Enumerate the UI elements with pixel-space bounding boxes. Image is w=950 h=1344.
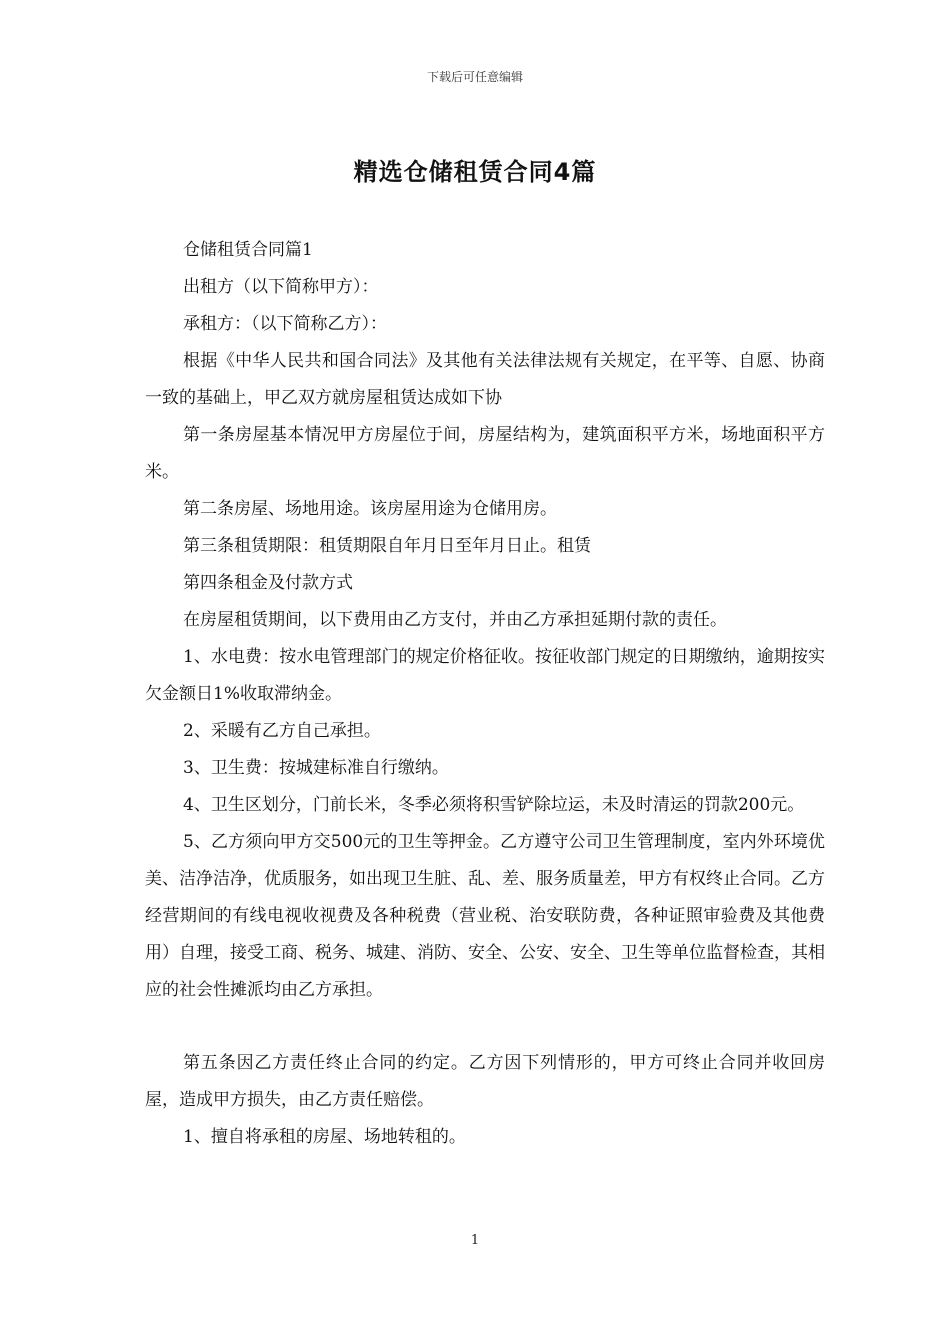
page-number: 1 — [470, 1233, 480, 1248]
paragraph-section-heading: 仓储租赁合同篇1 — [183, 240, 313, 260]
paragraph-article-3: 第三条租赁期限：租赁期限自年月日至年月日止。租赁 — [183, 536, 591, 556]
document-body — [145, 232, 825, 1156]
paragraph-lessor: 出租方（以下简称甲方）： — [183, 277, 379, 297]
paragraph-article-5-item-1: 1、擅自将承租的房屋、场地转租的。 — [183, 1127, 466, 1147]
header-note: 下载后可任意编辑 — [426, 70, 523, 84]
document-title: 精选仓储租赁合同4篇 — [353, 158, 597, 186]
paragraph-item-4: 4、卫生区划分，门前长米，冬季必须将积雪铲除垃运，未及时清运的罚款200元。 — [183, 795, 805, 815]
paragraph-article-4: 第四条租金及付款方式 — [183, 573, 353, 593]
paragraph-article-5: 第五条因乙方责任终止合同的约定。乙方因下列情形的，甲方可终止合同并收回房屋，造成甲方损失，由乙方责任赔偿。 — [145, 1053, 825, 1110]
paragraph-article-4-intro: 在房屋租赁期间，以下费用由乙方支付，并由乙方承担延期付款的责任。 — [183, 610, 727, 630]
paragraph-item-1: 1、水电费：按水电管理部门的规定价格征收。按征收部门规定的日期缴纳，逾期按实欠金额日1%收取滞纳金。 — [145, 647, 825, 704]
paragraph-article-1: 第一条房屋基本情况甲方房屋位于间，房屋结构为，建筑面积平方米，场地面积平方米。 — [145, 425, 825, 482]
paragraph-item-2: 2、采暖有乙方自己承担。 — [183, 721, 381, 741]
paragraph-item-5: 5、乙方须向甲方交500元的卫生等押金。乙方遵守公司卫生管理制度，室内外环境优美、洁净洁净，优质服务，如出现卫生脏、乱、差、服务质量差，甲方有权终止合同。乙方经营期间的有线电视收视费及各种税费（营业税、治安联防费，各种证照审验费及其他费用）自理，接受工商、税务、城建、消防、安全、公安、安全、卫生等单位监督检查，其相应的社会性摊派均由乙方承担。 — [145, 832, 825, 1000]
paragraph-lessee: 承租方：（以下简称乙方）： — [183, 314, 387, 334]
paragraph-article-2: 第二条房屋、场地用途。该房屋用途为仓储用房。 — [183, 499, 557, 519]
paragraph-preamble: 根据《中华人民共和国合同法》及其他有关法律法规有关规定，在平等、自愿、协商一致的基础上，甲乙双方就房屋租赁达成如下协 — [145, 351, 825, 408]
paragraph-item-3: 3、卫生费：按城建标准自行缴纳。 — [183, 758, 449, 778]
